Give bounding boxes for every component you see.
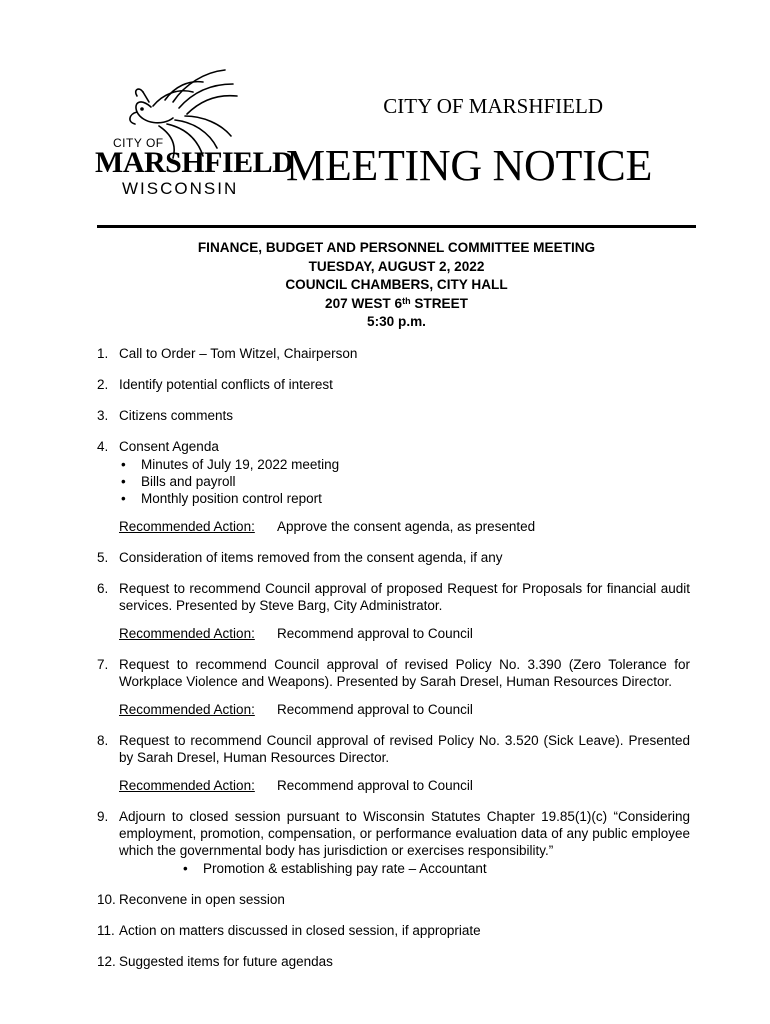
agenda-item bbox=[97, 376, 690, 393]
logo-state: WISCONSIN bbox=[122, 179, 239, 198]
logo-city-of: CITY OF bbox=[113, 136, 164, 150]
logo-name: MARSHFIELD bbox=[95, 146, 294, 179]
recommended-action bbox=[119, 701, 690, 718]
recommended-action bbox=[119, 625, 690, 642]
agenda-item bbox=[97, 808, 690, 877]
item-number: 9. bbox=[97, 809, 109, 824]
item-number: 10. bbox=[97, 892, 116, 907]
agenda-item bbox=[97, 580, 690, 642]
item-text: Request to recommend Council approval of proposed Request for Proposals for financial audit services. Presented by Steve Barg, City Administrator. bbox=[119, 581, 690, 613]
meeting-address bbox=[97, 295, 696, 314]
action-text: Recommend approval to Council bbox=[277, 702, 473, 717]
page-title: MEETING NOTICE bbox=[286, 141, 653, 190]
item-text: Call to Order – Tom Witzel, Chairperson bbox=[119, 346, 358, 361]
closed-session-bullets bbox=[119, 860, 690, 877]
address-street: STREET bbox=[410, 295, 468, 311]
bullet-item: • Minutes of July 19, 2022 meeting bbox=[119, 456, 690, 473]
agenda-item bbox=[97, 922, 690, 939]
meeting-header bbox=[97, 239, 696, 332]
item-text: Request to recommend Council approval of revised Policy No. 3.520 (Sick Leave). Presented by Sarah Dresel, Human Resources Director. bbox=[119, 733, 690, 765]
agenda-item bbox=[97, 891, 690, 908]
item-number: 7. bbox=[97, 657, 109, 672]
agenda-item bbox=[97, 656, 690, 718]
agenda-item bbox=[97, 953, 690, 970]
title-divider bbox=[97, 225, 696, 228]
agenda-item bbox=[97, 345, 690, 362]
bullet-item: • Promotion & establishing pay rate – Accountant bbox=[119, 860, 690, 877]
action-text: Approve the consent agenda, as presented bbox=[277, 519, 536, 534]
action-text: Recommend approval to Council bbox=[277, 626, 473, 641]
item-number: 3. bbox=[97, 408, 109, 423]
item-number: 8. bbox=[97, 733, 109, 748]
item-text: Consent Agenda bbox=[119, 439, 219, 454]
agenda-item bbox=[97, 438, 690, 535]
agenda-item bbox=[97, 549, 690, 566]
action-label: Recommended Action: bbox=[119, 778, 255, 793]
action-label: Recommended Action: bbox=[119, 626, 255, 641]
address-number: 207 WEST 6 bbox=[325, 295, 403, 311]
action-label: Recommended Action: bbox=[119, 519, 255, 534]
agenda-item bbox=[97, 732, 690, 794]
item-text: Request to recommend Council approval of revised Policy No. 3.390 (Zero Tolerance for Workplace Violence and Weapons). Presented by Sarah Dresel, Human Resources Director. bbox=[119, 657, 690, 689]
bullet-item: • Bills and payroll bbox=[119, 473, 690, 490]
item-number: 2. bbox=[97, 377, 109, 392]
meeting-time: 5:30 p.m. bbox=[367, 314, 426, 329]
consent-bullets bbox=[119, 456, 690, 507]
agenda-item bbox=[97, 407, 690, 424]
item-number: 1. bbox=[97, 346, 109, 361]
agenda-list bbox=[97, 345, 690, 970]
city-title: CITY OF MARSHFIELD bbox=[383, 94, 603, 118]
bullet-item: • Monthly position control report bbox=[119, 490, 690, 507]
item-number: 11. bbox=[97, 923, 115, 938]
item-text: Reconvene in open session bbox=[119, 892, 285, 907]
item-number: 6. bbox=[97, 581, 109, 596]
meeting-date: TUESDAY, AUGUST 2, 2022 bbox=[308, 258, 485, 274]
meeting-name: FINANCE, BUDGET AND PERSONNEL COMMITTEE MEETING bbox=[197, 240, 596, 255]
item-text: Citizens comments bbox=[119, 408, 234, 423]
item-number: 12. bbox=[97, 954, 116, 969]
item-text: Adjourn to closed session pursuant to Wisconsin Statutes Chapter 19.85(1)(c) “Considering employment, promotion, compensation, or performance evaluation data of any public employee which the governmental body has jurisdiction or exercises responsibility.” bbox=[119, 809, 690, 858]
item-text: Suggested items for future agendas bbox=[119, 954, 333, 969]
action-text: Recommend approval to Council bbox=[277, 778, 473, 793]
city-logo bbox=[93, 62, 294, 204]
address-ordinal: th bbox=[402, 295, 411, 306]
recommended-action bbox=[119, 518, 690, 535]
item-text: Identify potential conflicts of interest bbox=[119, 377, 333, 392]
recommended-action bbox=[119, 777, 690, 794]
item-text: Action on matters discussed in closed session, if appropriate bbox=[119, 923, 481, 938]
item-number: 4. bbox=[97, 439, 109, 454]
action-label: Recommended Action: bbox=[119, 702, 255, 717]
item-text: Consideration of items removed from the consent agenda, if any bbox=[119, 550, 503, 565]
item-number: 5. bbox=[97, 550, 109, 565]
meeting-location: COUNCIL CHAMBERS, CITY HALL bbox=[285, 277, 508, 292]
